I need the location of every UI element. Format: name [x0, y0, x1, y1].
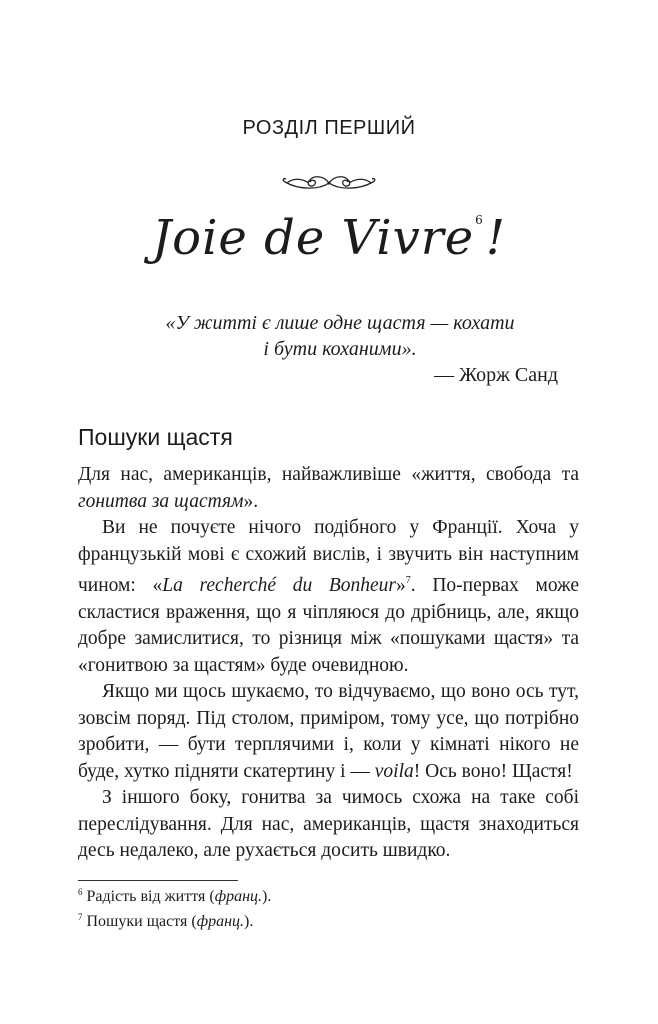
footnote-ref-6[interactable]: 6 — [475, 213, 484, 227]
chapter-title-text: Joie de Vivre — [151, 210, 475, 266]
footnote-number: 6 — [78, 887, 83, 897]
footnote-tail: ). — [262, 888, 272, 905]
paragraph-1-tail: ». — [243, 490, 259, 512]
paragraph-4 — [78, 785, 579, 865]
footnote-divider — [78, 880, 238, 881]
section-heading: Пошуки щастя — [78, 424, 233, 450]
footnote-number: 7 — [78, 912, 83, 922]
chapter-label: РОЗДІЛ ПЕРШИЙ — [242, 117, 416, 139]
paragraph-2-quote-close: » — [396, 575, 406, 596]
paragraph-2-tail: . По-первах може скластися враження, що я чіпляюся до дрібниць, але, якщо добре замислитися, то різниця між «пошуками щастя» та «гонитвою за щастям» буде очевидною. — [78, 575, 579, 676]
epigraph — [120, 310, 560, 388]
footnote-tail: ). — [244, 913, 254, 930]
footnotes — [78, 882, 579, 932]
footnote-emphasis: франц. — [196, 913, 244, 930]
paragraph-2-emphasis: La recherché du Bonheur — [162, 575, 397, 596]
epigraph-author: — Жорж Санд — [434, 364, 558, 386]
flourish-ornament-icon — [279, 170, 379, 196]
footnote-text: Радість від життя ( — [86, 888, 215, 905]
footnote-text: Пошуки щастя ( — [86, 913, 197, 930]
epigraph-line-1: «У житті є лише одне щастя — кохати — [165, 312, 515, 334]
footnote-6 — [78, 882, 579, 907]
paragraph-4-text: З іншого боку, гонитва за чимось схожа на таке собі переслідування. Для нас, американців, щастя знаходиться десь недалеко, але рухається досить швидко. — [78, 787, 579, 861]
chapter-title-punct: ! — [485, 210, 507, 266]
paragraph-2 — [78, 515, 579, 679]
paragraph-3-emphasis: voila — [374, 760, 414, 782]
footnote-ref-7[interactable]: 7 — [405, 575, 411, 586]
paragraph-1-text: Для нас, американців, найважливіше «життя, свобода та — [78, 464, 579, 485]
paragraph-3-tail: ! Ось воно! Щастя! — [413, 760, 573, 782]
paragraph-3-text: Якщо ми щось шукаємо, то відчуваємо, що воно ось тут, зовсім поряд. Під столом, приміром, тому усе, що потрібно зробити, — бути терплячими і, коли у кімнаті нікого не буде, хутко підняти скатертину і — — [78, 681, 579, 782]
paragraph-3 — [78, 679, 579, 785]
paragraph-1 — [78, 462, 579, 515]
footnote-emphasis: франц. — [214, 888, 262, 905]
epigraph-line-2: і бути коханими». — [263, 338, 417, 360]
paragraph-2-text: Ви не почуєте нічого подібного у Франції. Хоча у французькій мові є схожий вислів, і звучить він наступним чином: « — [78, 517, 579, 596]
chapter-title — [0, 210, 658, 266]
footnote-7 — [78, 907, 579, 932]
paragraph-1-emphasis: гонитва за щастям — [78, 490, 244, 512]
body-text — [78, 462, 579, 865]
